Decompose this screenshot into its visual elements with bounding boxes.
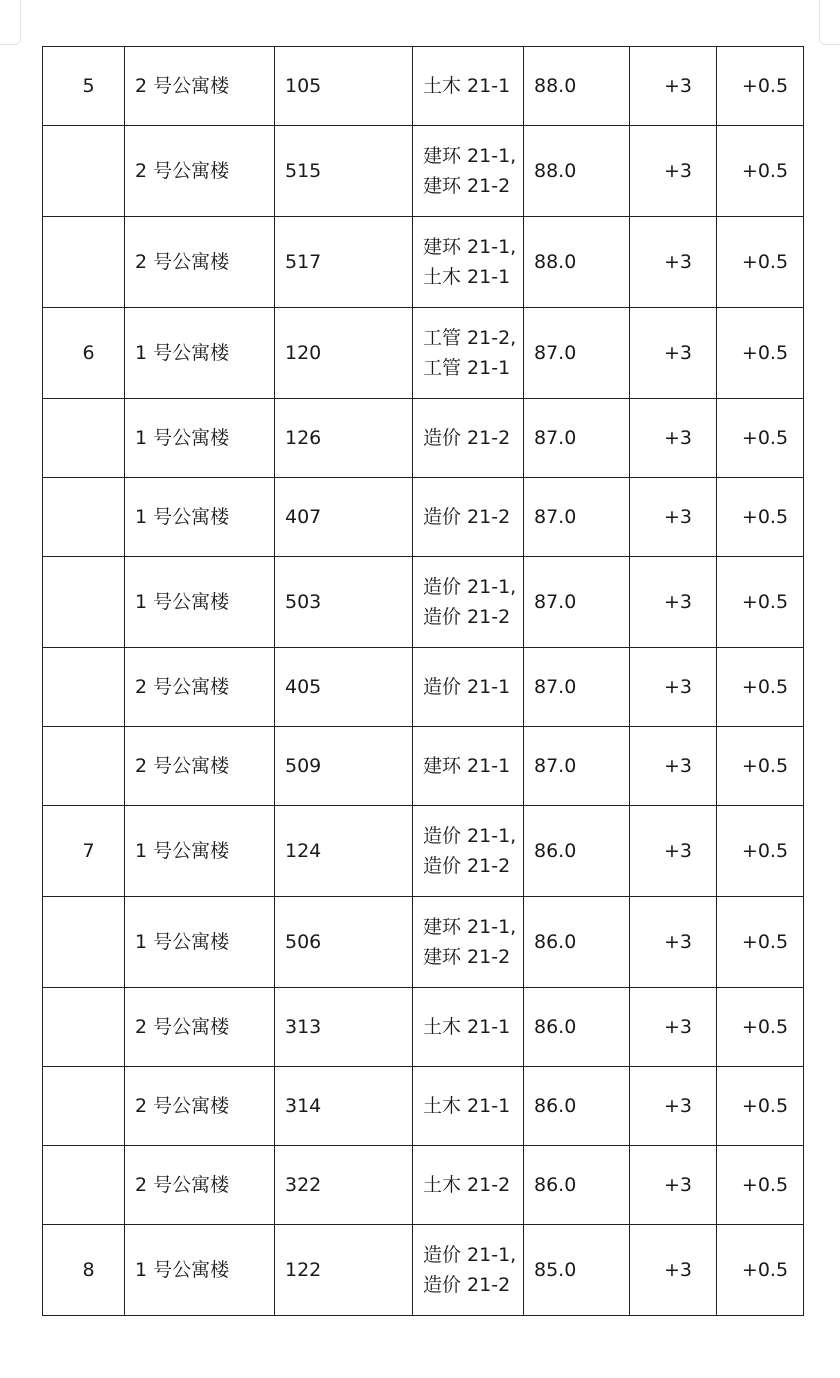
- building-cell: 2 号公寓楼: [125, 1067, 275, 1146]
- score-cell: 86.0: [524, 1146, 630, 1225]
- room-cell: 124: [275, 806, 413, 897]
- class-cell: 造价 21-1,造价 21-2: [413, 806, 524, 897]
- bonus-cell: +3: [630, 1067, 717, 1146]
- class-cell: 土木 21-1: [413, 1067, 524, 1146]
- class-cell: 造价 21-1,造价 21-2: [413, 1225, 524, 1316]
- building-cell: 1 号公寓楼: [125, 1225, 275, 1316]
- bonus-cell: +3: [630, 308, 717, 399]
- score-cell: 87.0: [524, 478, 630, 557]
- extra-bonus-cell: +0.5: [717, 47, 804, 126]
- bonus-cell: +3: [630, 1225, 717, 1316]
- extra-bonus-cell: +0.5: [717, 806, 804, 897]
- page-corner-right: [819, 0, 840, 45]
- room-cell: 517: [275, 217, 413, 308]
- building-cell: 2 号公寓楼: [125, 1146, 275, 1225]
- building-cell: 1 号公寓楼: [125, 399, 275, 478]
- rank-cell: [43, 478, 125, 557]
- rank-cell: [43, 1067, 125, 1146]
- bonus-cell: +3: [630, 897, 717, 988]
- extra-bonus-cell: +0.5: [717, 478, 804, 557]
- extra-bonus-cell: +0.5: [717, 126, 804, 217]
- class-cell: 建环 21-1: [413, 727, 524, 806]
- table-row: [43, 727, 804, 806]
- class-cell: 土木 21-1: [413, 47, 524, 126]
- table-row: [43, 308, 804, 399]
- score-cell: 86.0: [524, 806, 630, 897]
- bonus-cell: +3: [630, 988, 717, 1067]
- score-cell: 86.0: [524, 897, 630, 988]
- building-cell: 1 号公寓楼: [125, 897, 275, 988]
- rank-cell: 5: [43, 47, 125, 126]
- score-cell: 87.0: [524, 308, 630, 399]
- building-cell: 2 号公寓楼: [125, 648, 275, 727]
- score-cell: 86.0: [524, 988, 630, 1067]
- extra-bonus-cell: +0.5: [717, 988, 804, 1067]
- class-cell: 土木 21-2: [413, 1146, 524, 1225]
- table-row: [43, 217, 804, 308]
- bonus-cell: +3: [630, 557, 717, 648]
- room-cell: 503: [275, 557, 413, 648]
- class-cell: 造价 21-1: [413, 648, 524, 727]
- table-row: [43, 1225, 804, 1316]
- rank-cell: [43, 1146, 125, 1225]
- bonus-cell: +3: [630, 126, 717, 217]
- score-cell: 87.0: [524, 557, 630, 648]
- bonus-cell: +3: [630, 727, 717, 806]
- score-cell: 88.0: [524, 47, 630, 126]
- rank-cell: 7: [43, 806, 125, 897]
- rank-cell: [43, 217, 125, 308]
- room-cell: 105: [275, 47, 413, 126]
- table-row: [43, 897, 804, 988]
- rank-cell: [43, 557, 125, 648]
- extra-bonus-cell: +0.5: [717, 1146, 804, 1225]
- class-cell: 造价 21-2: [413, 478, 524, 557]
- extra-bonus-cell: +0.5: [717, 897, 804, 988]
- rank-cell: [43, 126, 125, 217]
- dormitory-score-table: [42, 46, 804, 1316]
- table-row: [43, 806, 804, 897]
- room-cell: 506: [275, 897, 413, 988]
- room-cell: 126: [275, 399, 413, 478]
- extra-bonus-cell: +0.5: [717, 648, 804, 727]
- room-cell: 407: [275, 478, 413, 557]
- table-row: [43, 478, 804, 557]
- room-cell: 515: [275, 126, 413, 217]
- bonus-cell: +3: [630, 399, 717, 478]
- bonus-cell: +3: [630, 478, 717, 557]
- building-cell: 1 号公寓楼: [125, 478, 275, 557]
- room-cell: 405: [275, 648, 413, 727]
- table-row: [43, 126, 804, 217]
- building-cell: 2 号公寓楼: [125, 988, 275, 1067]
- building-cell: 2 号公寓楼: [125, 126, 275, 217]
- building-cell: 2 号公寓楼: [125, 727, 275, 806]
- page-corner-left: [0, 0, 21, 45]
- bonus-cell: +3: [630, 47, 717, 126]
- bonus-cell: +3: [630, 1146, 717, 1225]
- score-cell: 87.0: [524, 727, 630, 806]
- class-cell: 工管 21-2,工管 21-1: [413, 308, 524, 399]
- room-cell: 122: [275, 1225, 413, 1316]
- room-cell: 313: [275, 988, 413, 1067]
- score-cell: 85.0: [524, 1225, 630, 1316]
- score-cell: 87.0: [524, 399, 630, 478]
- extra-bonus-cell: +0.5: [717, 399, 804, 478]
- table-row: [43, 648, 804, 727]
- building-cell: 1 号公寓楼: [125, 806, 275, 897]
- building-cell: 1 号公寓楼: [125, 557, 275, 648]
- bonus-cell: +3: [630, 217, 717, 308]
- table-row: [43, 1067, 804, 1146]
- extra-bonus-cell: +0.5: [717, 1225, 804, 1316]
- extra-bonus-cell: +0.5: [717, 217, 804, 308]
- score-cell: 86.0: [524, 1067, 630, 1146]
- class-cell: 造价 21-2: [413, 399, 524, 478]
- building-cell: 1 号公寓楼: [125, 308, 275, 399]
- rank-cell: [43, 727, 125, 806]
- rank-cell: 8: [43, 1225, 125, 1316]
- score-cell: 88.0: [524, 217, 630, 308]
- building-cell: 2 号公寓楼: [125, 47, 275, 126]
- class-cell: 建环 21-1,建环 21-2: [413, 897, 524, 988]
- class-cell: 建环 21-1,建环 21-2: [413, 126, 524, 217]
- extra-bonus-cell: +0.5: [717, 308, 804, 399]
- score-cell: 88.0: [524, 126, 630, 217]
- table-row: [43, 988, 804, 1067]
- table-row: [43, 399, 804, 478]
- rank-cell: [43, 648, 125, 727]
- rank-cell: [43, 897, 125, 988]
- class-cell: 建环 21-1,土木 21-1: [413, 217, 524, 308]
- class-cell: 造价 21-1,造价 21-2: [413, 557, 524, 648]
- class-cell: 土木 21-1: [413, 988, 524, 1067]
- bonus-cell: +3: [630, 806, 717, 897]
- table-row: [43, 1146, 804, 1225]
- building-cell: 2 号公寓楼: [125, 217, 275, 308]
- score-cell: 87.0: [524, 648, 630, 727]
- room-cell: 314: [275, 1067, 413, 1146]
- room-cell: 120: [275, 308, 413, 399]
- room-cell: 509: [275, 727, 413, 806]
- table-row: [43, 47, 804, 126]
- room-cell: 322: [275, 1146, 413, 1225]
- bonus-cell: +3: [630, 648, 717, 727]
- extra-bonus-cell: +0.5: [717, 727, 804, 806]
- rank-cell: [43, 988, 125, 1067]
- extra-bonus-cell: +0.5: [717, 557, 804, 648]
- table-row: [43, 557, 804, 648]
- rank-cell: 6: [43, 308, 125, 399]
- extra-bonus-cell: +0.5: [717, 1067, 804, 1146]
- rank-cell: [43, 399, 125, 478]
